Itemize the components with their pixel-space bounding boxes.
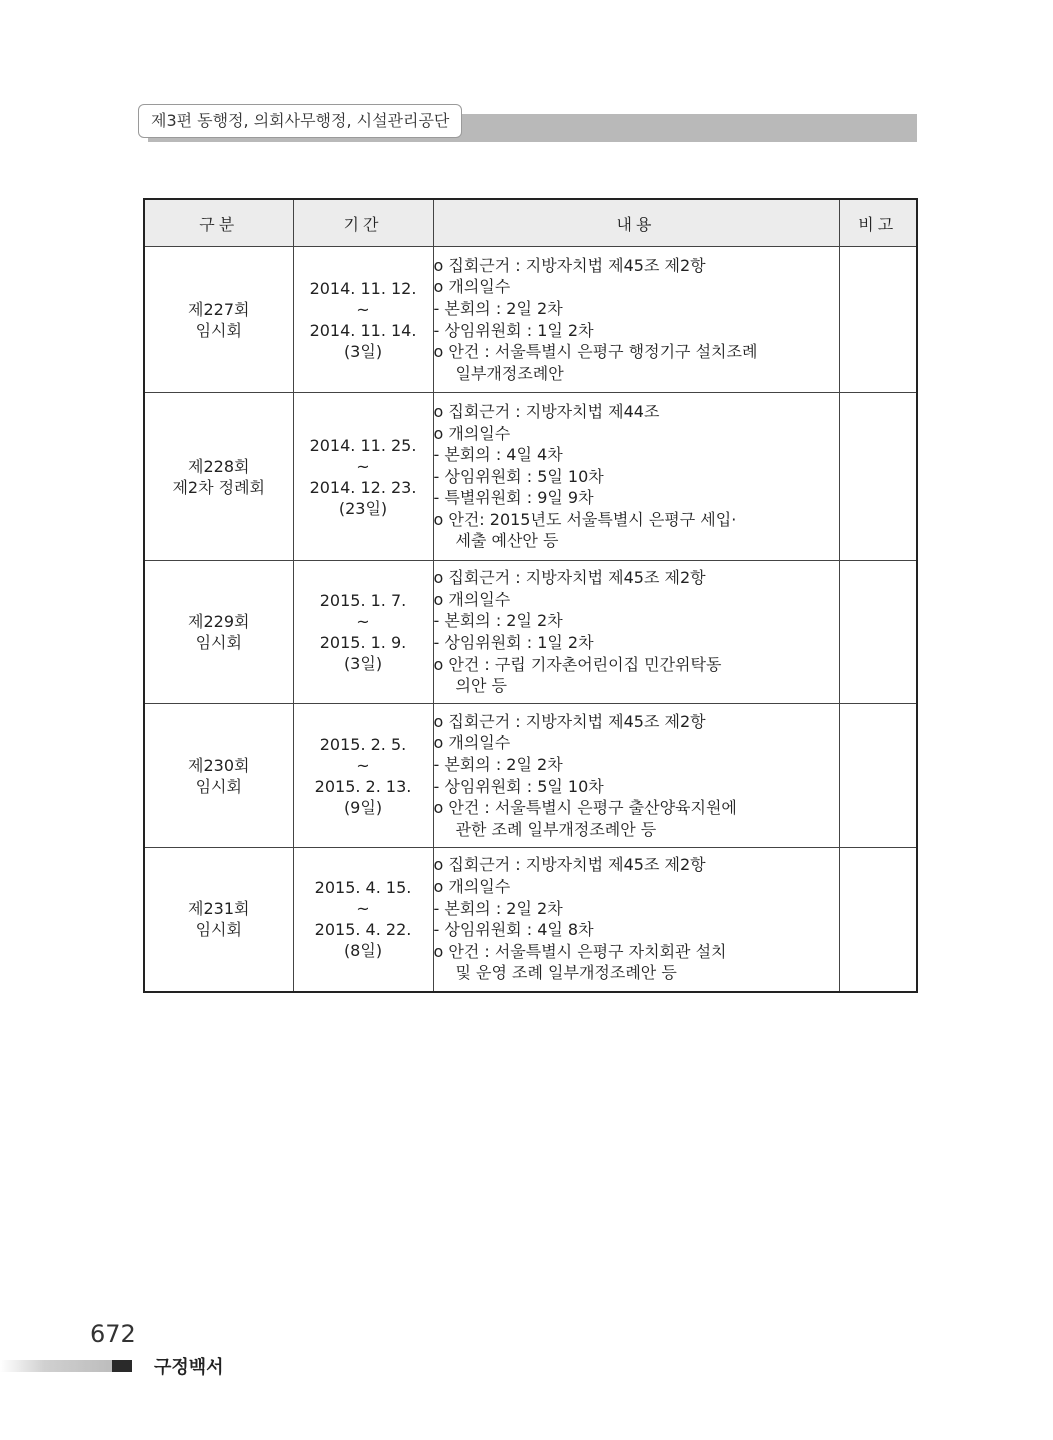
period-start: 2015. 4. 15. bbox=[314, 878, 412, 898]
period-separator: ~ bbox=[356, 755, 370, 775]
table-row bbox=[144, 393, 917, 561]
period-cell bbox=[293, 848, 433, 992]
period-cell bbox=[293, 393, 433, 561]
note-cell bbox=[839, 247, 917, 393]
content-line: - 상임위원회 : 5일 10차 bbox=[433, 776, 604, 796]
content-line: o 집회근거 : 지방자치법 제45조 제2항 bbox=[433, 255, 706, 275]
content-line: o 집회근거 : 지방자치법 제45조 제2항 bbox=[433, 711, 706, 731]
content-cell bbox=[433, 704, 839, 848]
note-cell bbox=[839, 561, 917, 704]
session-number: 제229회 bbox=[188, 612, 250, 631]
content-line: o 개의일수 bbox=[433, 423, 511, 443]
footer-bar bbox=[0, 1360, 112, 1372]
session-type: 임시회 bbox=[195, 320, 242, 340]
page-number: 672 bbox=[90, 1320, 136, 1348]
period-end: 2015. 2. 13. bbox=[314, 776, 412, 796]
period-end: 2015. 4. 22. bbox=[314, 920, 412, 940]
content-line: o 개의일수 bbox=[433, 877, 511, 897]
content-line: 의안 등 bbox=[455, 676, 507, 696]
session-type: 임시회 bbox=[195, 920, 242, 940]
period-cell bbox=[293, 704, 433, 848]
content-cell bbox=[433, 561, 839, 704]
session-type: 임시회 bbox=[195, 633, 242, 652]
content-cell bbox=[433, 848, 839, 992]
period-start: 2014. 11. 25. bbox=[309, 435, 417, 455]
header-period: 기간 bbox=[293, 199, 433, 247]
period-cell bbox=[293, 561, 433, 704]
period-days: (23일) bbox=[338, 498, 388, 518]
table-row bbox=[144, 704, 917, 848]
period-separator: ~ bbox=[356, 299, 370, 319]
session-number: 제227회 bbox=[188, 299, 250, 319]
period-days: (8일) bbox=[343, 941, 383, 961]
period-start: 2015. 2. 5. bbox=[319, 734, 407, 754]
content-line: o 개의일수 bbox=[433, 277, 511, 297]
content-line: o 안건: 2015년도 서울특별시 은평구 세입· bbox=[433, 509, 737, 529]
table-row bbox=[144, 247, 917, 393]
council-sessions-table bbox=[143, 198, 918, 993]
content-line: o 집회근거 : 지방자치법 제44조 bbox=[433, 401, 660, 421]
content-line: - 본회의 : 2일 2차 bbox=[433, 754, 563, 774]
content-line: - 상임위원회 : 1일 2차 bbox=[433, 320, 594, 340]
period-cell bbox=[293, 247, 433, 393]
content-cell bbox=[433, 247, 839, 393]
content-line: o 개의일수 bbox=[433, 589, 511, 609]
note-cell bbox=[839, 848, 917, 992]
table-row bbox=[144, 561, 917, 704]
note-cell bbox=[839, 393, 917, 561]
session-type: 임시회 bbox=[195, 776, 242, 796]
content-line: - 본회의 : 2일 2차 bbox=[433, 611, 563, 631]
session-number: 제231회 bbox=[188, 899, 250, 919]
period-days: (3일) bbox=[343, 341, 383, 361]
period-days: (3일) bbox=[343, 654, 383, 673]
header-note: 비고 bbox=[839, 199, 917, 247]
header-content: 내용 bbox=[433, 199, 839, 247]
period-end: 2014. 12. 23. bbox=[309, 477, 417, 497]
period-start: 2015. 1. 7. bbox=[319, 591, 407, 610]
period-end: 2015. 1. 9. bbox=[319, 633, 407, 652]
content-line: 관한 조례 일부개정조례안 등 bbox=[455, 819, 657, 839]
period-separator: ~ bbox=[356, 899, 370, 919]
content-line: 세출 예산안 등 bbox=[455, 531, 559, 551]
content-line: o 개의일수 bbox=[433, 733, 511, 753]
section-title: 제3편 동행정, 의회사무행정, 시설관리공단 bbox=[138, 104, 462, 138]
session-cell bbox=[144, 704, 293, 848]
period-separator: ~ bbox=[356, 612, 370, 631]
session-cell bbox=[144, 393, 293, 561]
content-line: - 본회의 : 2일 2차 bbox=[433, 898, 563, 918]
content-line: o 집회근거 : 지방자치법 제45조 제2항 bbox=[433, 855, 706, 875]
content-line: - 상임위원회 : 4일 8차 bbox=[433, 920, 594, 940]
period-start: 2014. 11. 12. bbox=[309, 278, 417, 298]
period-separator: ~ bbox=[356, 456, 370, 476]
period-end: 2014. 11. 14. bbox=[309, 320, 417, 340]
period-days: (9일) bbox=[343, 797, 383, 817]
content-line: o 안건 : 서울특별시 은평구 자치회관 설치 bbox=[433, 941, 727, 961]
content-line: - 본회의 : 4일 4차 bbox=[433, 445, 563, 465]
footer-square bbox=[112, 1360, 132, 1372]
note-cell bbox=[839, 704, 917, 848]
content-line: 및 운영 조례 일부개정조례안 등 bbox=[455, 963, 677, 983]
session-number: 제228회 bbox=[188, 456, 250, 476]
table-row bbox=[144, 848, 917, 992]
content-line: o 안건 : 구립 기자촌어린이집 민간위탁동 bbox=[433, 654, 722, 674]
table-header-row bbox=[144, 199, 917, 247]
content-cell bbox=[433, 393, 839, 561]
session-cell bbox=[144, 561, 293, 704]
content-line: o 안건 : 서울특별시 은평구 출산양육지원에 bbox=[433, 798, 737, 818]
header-session: 구분 bbox=[144, 199, 293, 247]
content-line: - 상임위원회 : 5일 10차 bbox=[433, 466, 604, 486]
session-type: 제2차 정례회 bbox=[172, 477, 266, 497]
content-line: - 특별위원회 : 9일 9차 bbox=[433, 488, 594, 508]
session-cell bbox=[144, 247, 293, 393]
content-line: 일부개정조례안 bbox=[455, 363, 564, 383]
content-line: - 상임위원회 : 1일 2차 bbox=[433, 633, 594, 652]
content-line: o 집회근거 : 지방자치법 제45조 제2항 bbox=[433, 568, 706, 588]
book-title: 구정백서 bbox=[154, 1357, 224, 1378]
content-line: o 안건 : 서울특별시 은평구 행정기구 설치조례 bbox=[433, 342, 758, 362]
session-cell bbox=[144, 848, 293, 992]
session-number: 제230회 bbox=[188, 755, 250, 775]
content-line: - 본회의 : 2일 2차 bbox=[433, 298, 563, 318]
